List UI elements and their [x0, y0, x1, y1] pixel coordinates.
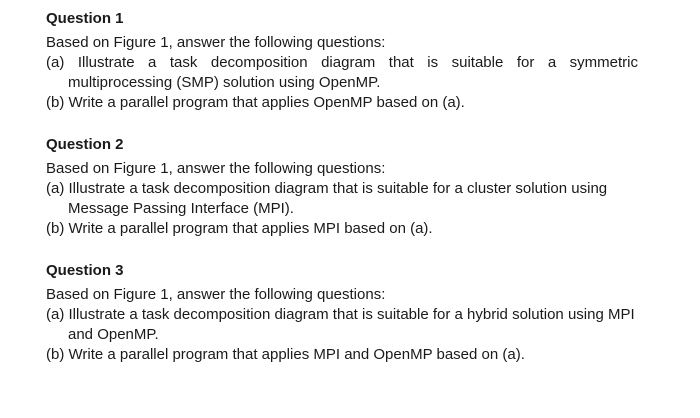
question-title: Question 1 [46, 10, 124, 27]
question-part-b [46, 219, 638, 239]
part-label: (a) [46, 180, 65, 197]
question-part-a [46, 53, 638, 93]
question-intro: Based on Figure 1, answer the following questions: [46, 286, 386, 303]
part-text: Write a parallel program that applies MPI and OpenMP based on (a). [68, 346, 525, 363]
question-intro: Based on Figure 1, answer the following questions: [46, 34, 386, 51]
question-intro: Based on Figure 1, answer the following questions: [46, 160, 386, 177]
part-label: (b) [46, 346, 65, 363]
question-2 [46, 134, 638, 239]
question-title: Question 3 [46, 262, 124, 279]
question-3 [46, 260, 638, 365]
question-part-b [46, 345, 638, 365]
question-part-a [46, 305, 638, 345]
question-part-b [46, 93, 638, 113]
part-label: (b) [46, 94, 65, 111]
part-text: Illustrate a task decomposition diagram that is suitable for a hybrid solution using MPI and OpenMP. [68, 306, 635, 343]
question-title: Question 2 [46, 136, 124, 153]
question-part-a [46, 179, 638, 219]
part-text: Illustrate a task decomposition diagram that is suitable for a symmetric multiprocessing (SMP) solution using OpenMP. [68, 54, 638, 91]
part-text: Write a parallel program that applies MPI based on (a). [68, 220, 433, 237]
part-label: (b) [46, 220, 65, 237]
part-text: Illustrate a task decomposition diagram that is suitable for a cluster solution using Message Passing Interface (MPI). [68, 180, 608, 217]
part-label: (a) [46, 54, 65, 71]
question-1 [46, 8, 638, 113]
document [46, 6, 638, 386]
part-text: Write a parallel program that applies OpenMP based on (a). [68, 94, 465, 111]
part-label: (a) [46, 306, 65, 323]
